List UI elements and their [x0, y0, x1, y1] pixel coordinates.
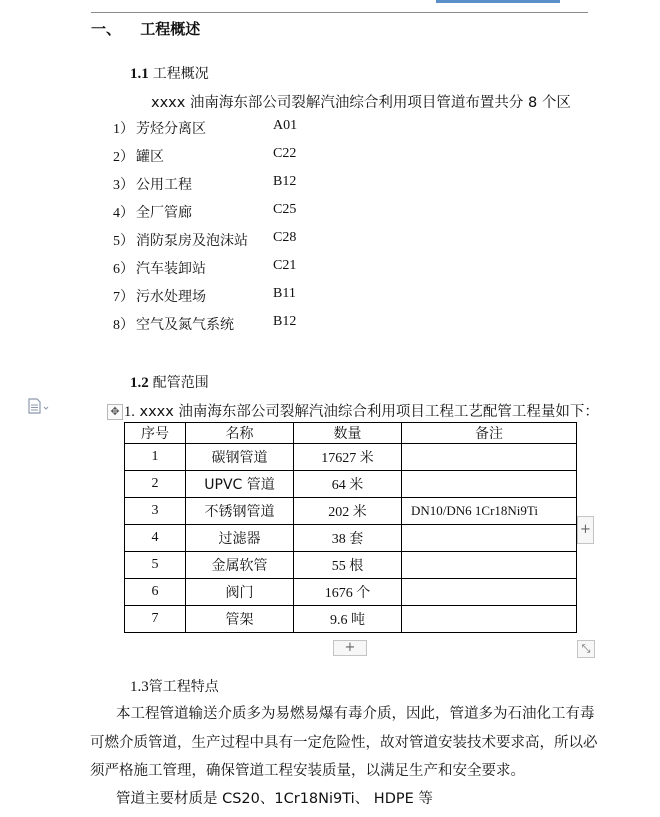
cell-name[interactable]: 碳钢管道: [186, 444, 294, 471]
features-line-3: 须严格施工管理，确保管道工程安装质量，以满足生产和安全要求。: [90, 763, 525, 779]
table-row: [125, 498, 577, 525]
cell-quantity[interactable]: 9.6 吨: [294, 606, 402, 633]
area-item-name: 汽车装卸站: [136, 261, 206, 277]
area-item-code: A01: [273, 118, 298, 133]
cell-quantity[interactable]: 17627 米: [294, 444, 402, 471]
area-item-number: 2）: [113, 150, 134, 165]
area-item-number: 4）: [113, 206, 134, 221]
add-row-button[interactable]: +: [333, 640, 367, 656]
header-quantity: 数量: [294, 423, 402, 444]
area-item-code: C25: [273, 202, 297, 217]
scope-item-text: xxxx 油南海东部公司裂解汽油综合利用项目工程工艺配管工程量如下：: [139, 404, 599, 420]
cell-remarks[interactable]: [402, 444, 577, 471]
cell-seq[interactable]: 3: [125, 498, 186, 525]
area-item-name: 公用工程: [136, 177, 192, 193]
table-row: [125, 444, 577, 471]
scope-heading-number: 1.2: [130, 375, 149, 391]
header-seq: 序号: [125, 423, 186, 444]
area-item-name: 污水处理场: [136, 289, 206, 305]
cell-name[interactable]: 金属软管: [186, 552, 294, 579]
cell-name[interactable]: 阀门: [186, 579, 294, 606]
cell-name[interactable]: 不锈钢管道: [186, 498, 294, 525]
cell-seq[interactable]: 7: [125, 606, 186, 633]
table-row: [125, 471, 577, 498]
table-body: [125, 444, 577, 633]
section-number: 一、: [91, 20, 122, 38]
quantity-table: [124, 422, 577, 633]
cell-remarks[interactable]: DN10/DN6 1Cr18Ni9Ti: [402, 498, 577, 525]
area-item-code: B11: [273, 286, 296, 301]
features-heading: [130, 676, 219, 696]
area-item-code: B12: [273, 314, 297, 329]
scope-item: [124, 400, 599, 421]
cell-quantity[interactable]: 64 米: [294, 471, 402, 498]
overview-heading-text: 工程概况: [152, 66, 209, 82]
overview-heading-number: 1.1: [130, 66, 149, 82]
table-header-row: [125, 423, 577, 444]
features-line-1: 本工程管道输送介质多为易燃易爆有毒介质，因此，管道多为石油化工有毒: [116, 706, 595, 722]
overview-intro: xxxx 油南海东部公司裂解汽油综合利用项目管道布置共分 8 个区: [151, 95, 571, 111]
area-item-number: 8）: [113, 318, 134, 333]
cell-remarks[interactable]: [402, 525, 577, 552]
scope-heading: [130, 372, 209, 392]
table-move-handle-icon[interactable]: ✥: [107, 404, 123, 420]
document-icon[interactable]: [28, 398, 50, 414]
area-item-code: C28: [273, 230, 297, 245]
cell-remarks[interactable]: [402, 579, 577, 606]
cell-seq[interactable]: 1: [125, 444, 186, 471]
header-accent-bar: [436, 0, 560, 3]
section-heading: [91, 18, 200, 39]
area-item-name: 罐区: [136, 149, 164, 165]
cell-remarks[interactable]: [402, 552, 577, 579]
features-heading-text: 管工程特点: [148, 679, 219, 695]
overview-heading: [130, 63, 209, 83]
cell-name[interactable]: 管架: [186, 606, 294, 633]
table-row: [125, 552, 577, 579]
cell-seq[interactable]: 6: [125, 579, 186, 606]
cell-seq[interactable]: 2: [125, 471, 186, 498]
cell-name[interactable]: 过滤器: [186, 525, 294, 552]
add-column-button[interactable]: +: [577, 516, 594, 544]
cell-remarks[interactable]: [402, 606, 577, 633]
features-line-2: 可燃介质管道，生产过程中具有一定危险性，故对管道安装技术要求高，所以必: [90, 735, 598, 751]
area-item-name: 消防泵房及泡沫站: [136, 233, 248, 249]
features-line-4: 管道主要材质是 CS20、1Cr18Ni9Ti、 HDPE 等: [116, 791, 433, 807]
area-item-number: 6）: [113, 262, 134, 277]
header-name: 名称: [186, 423, 294, 444]
scope-item-number: 1.: [124, 404, 135, 420]
table-resize-handle-icon[interactable]: ⤡: [577, 640, 595, 658]
section-title: 工程概述: [140, 20, 201, 38]
header-remarks: 备注: [402, 423, 577, 444]
cell-name[interactable]: UPVC 管道: [186, 471, 294, 498]
area-item-name: 芳烃分离区: [136, 121, 206, 137]
features-heading-number: 1.3: [130, 679, 149, 695]
cell-quantity[interactable]: 38 套: [294, 525, 402, 552]
table-row: [125, 579, 577, 606]
area-item-number: 7）: [113, 290, 134, 305]
cell-seq[interactable]: 5: [125, 552, 186, 579]
cell-seq[interactable]: 4: [125, 525, 186, 552]
cell-quantity[interactable]: 1676 个: [294, 579, 402, 606]
area-item-number: 5）: [113, 234, 134, 249]
area-item-code: B12: [273, 174, 297, 189]
area-item-name: 空气及氮气系统: [136, 317, 234, 333]
header-rule: [91, 12, 588, 13]
cell-remarks[interactable]: [402, 471, 577, 498]
table-row: [125, 606, 577, 633]
scope-heading-text: 配管范围: [152, 375, 209, 391]
cell-quantity[interactable]: 202 米: [294, 498, 402, 525]
cell-quantity[interactable]: 55 根: [294, 552, 402, 579]
area-item-code: C22: [273, 146, 297, 161]
table-row: [125, 525, 577, 552]
area-item-name: 全厂管廊: [136, 205, 192, 221]
area-item-number: 1）: [113, 122, 134, 137]
area-item-number: 3）: [113, 178, 134, 193]
area-item-code: C21: [273, 258, 297, 273]
